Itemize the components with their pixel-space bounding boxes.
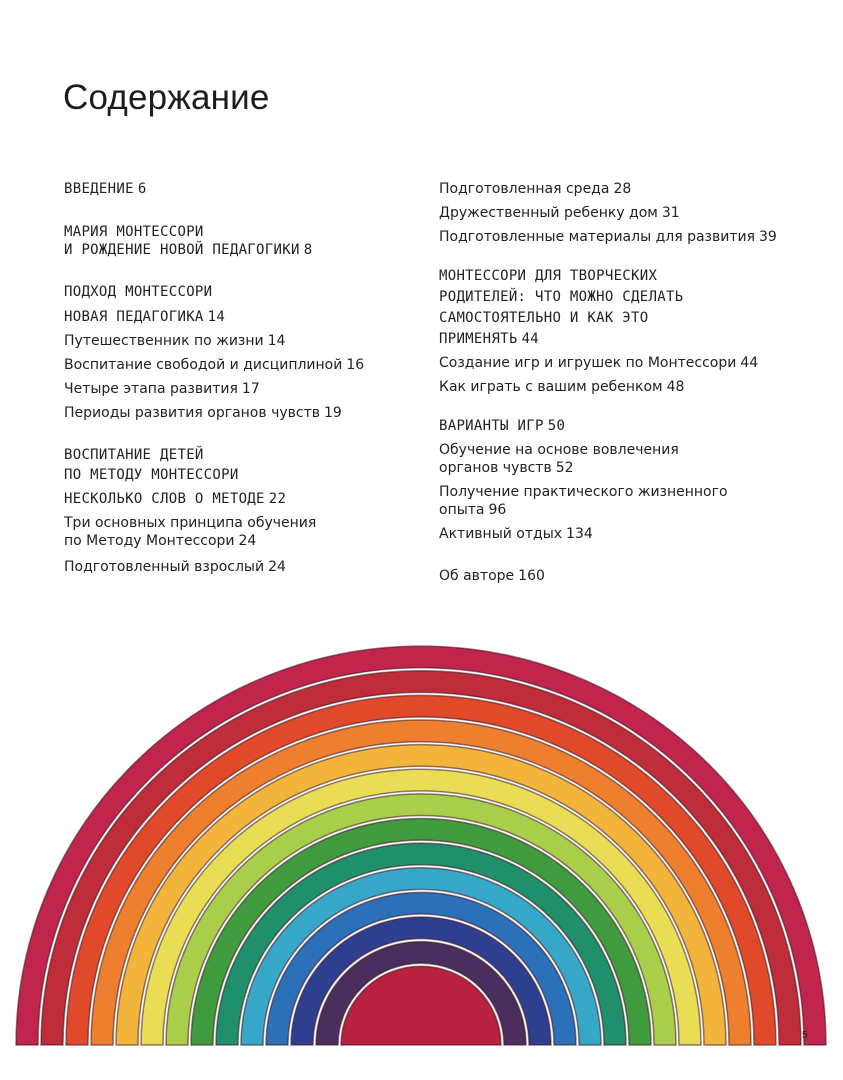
- toc-section-raising: [64, 445, 404, 485]
- toc-entry-page: 14: [267, 333, 286, 349]
- toc-entry[interactable]: [439, 180, 819, 198]
- toc-entry-label: Подготовленная среда: [439, 181, 610, 197]
- toc-entry[interactable]: [439, 525, 819, 543]
- toc-section-line2: ПО МЕТОДУ МОНТЕССОРИ: [64, 467, 239, 483]
- toc-entry-label-line1: Получение практического жизненного: [439, 484, 728, 500]
- toc-entry-new-pedagogy[interactable]: [64, 307, 404, 328]
- toc-entry-page: 52: [555, 460, 574, 476]
- toc-entry-label-line4: ПРИМЕНЯТЬ: [439, 331, 518, 347]
- toc-entry-method[interactable]: [64, 489, 404, 510]
- toc-entry-label: ВВЕДЕНИЕ: [64, 181, 134, 197]
- toc-entry-label-line1: МОНТЕССОРИ ДЛЯ ТВОРЧЕСКИХ: [439, 268, 658, 284]
- toc-entry-label: Воспитание свободой и дисциплиной: [64, 357, 343, 373]
- toc-entry-maria[interactable]: [64, 223, 404, 259]
- toc-entry-page: 96: [488, 502, 507, 518]
- toc-entry[interactable]: [439, 378, 819, 396]
- toc-entry[interactable]: [64, 380, 404, 398]
- toc-entry[interactable]: [64, 514, 404, 550]
- wooden-rainbow-image: [0, 640, 843, 1080]
- toc-entry[interactable]: [64, 332, 404, 350]
- toc-entry[interactable]: [439, 354, 819, 372]
- toc-entry-page: 22: [268, 491, 287, 507]
- toc-entry-page: 8: [303, 242, 313, 258]
- toc-section-approach: ПОДХОД МОНТЕССОРИ: [64, 284, 213, 300]
- toc-entry[interactable]: [64, 356, 404, 374]
- toc-entry-label: Как играть с вашим ребенком: [439, 379, 663, 395]
- toc-entry-label-line2: РОДИТЕЛЕЙ: ЧТО МОЖНО СДЕЛАТЬ: [439, 289, 684, 305]
- toc-entry-label: Создание игр и игрушек по Монтессори: [439, 355, 737, 371]
- toc-left-column: [64, 179, 404, 582]
- toc-entry[interactable]: [439, 204, 819, 222]
- toc-entry-label: Периоды развития органов чувств: [64, 405, 320, 421]
- toc-section-line1: ВОСПИТАНИЕ ДЕТЕЙ: [64, 447, 204, 463]
- toc-entry-page: 28: [613, 181, 632, 197]
- toc-entry-page: 44: [740, 355, 759, 371]
- toc-entry-page: 48: [666, 379, 685, 395]
- toc-entry-page: 24: [268, 559, 286, 575]
- toc-entry-page: 134: [566, 526, 593, 542]
- toc-entry-author[interactable]: [439, 567, 819, 585]
- toc-entry-label-line2: по Методу Монтессори: [64, 533, 235, 549]
- toc-entry-page: 31: [661, 205, 680, 221]
- toc-entry-intro[interactable]: [64, 179, 404, 200]
- toc-entry-label: НОВАЯ ПЕДАГОГИКА: [64, 309, 204, 325]
- toc-entry[interactable]: [64, 404, 404, 422]
- toc-entry-creative[interactable]: [439, 266, 819, 350]
- page-number: 5: [802, 1030, 808, 1041]
- toc-entry-label: ВАРИАНТЫ ИГР: [439, 418, 544, 434]
- toc-entry-label-line2: опыта: [439, 502, 485, 518]
- toc-entry-page: 16: [346, 357, 365, 373]
- toc-entry-page: 17: [241, 381, 260, 397]
- toc-entry-page: 50: [547, 418, 566, 434]
- toc-entry-label: Четыре этапа развития: [64, 381, 238, 397]
- toc-entry-label: Подготовленные материалы для развития: [439, 229, 756, 245]
- toc-entry-label-line1: МАРИЯ МОНТЕССОРИ: [64, 224, 204, 240]
- toc-right-column: [439, 180, 819, 591]
- toc-entry-page: 6: [137, 181, 147, 197]
- toc-entry[interactable]: [439, 483, 819, 519]
- toc-entry-games[interactable]: [439, 416, 819, 437]
- toc-entry-page: 14: [207, 309, 226, 325]
- toc-entry-label-line3: САМОСТОЯТЕЛЬНО И КАК ЭТО: [439, 310, 649, 326]
- toc-entry-label-line2: органов чувств: [439, 460, 552, 476]
- page-title: Содержание: [63, 78, 270, 117]
- toc-entry-label-line1: Обучение на основе вовлечения: [439, 442, 679, 458]
- toc-entry-label: Об авторе: [439, 568, 515, 584]
- toc-entry-label: НЕСКОЛЬКО СЛОВ О МЕТОДЕ: [64, 491, 265, 507]
- toc-entry[interactable]: [64, 558, 404, 576]
- toc-entry-page: 44: [521, 331, 540, 347]
- toc-entry-label: Активный отдых: [439, 526, 563, 542]
- toc-entry[interactable]: [439, 441, 819, 477]
- toc-entry-page: 39: [759, 229, 777, 245]
- toc-entry-label-line1: Три основных принципа обучения: [64, 515, 317, 531]
- toc-entry-label: Подготовленный взрослый: [64, 559, 265, 575]
- toc-entry-label: Путешественник по жизни: [64, 333, 264, 349]
- toc-entry-label-line2: И РОЖДЕНИЕ НОВОЙ ПЕДАГОГИКИ: [64, 242, 300, 258]
- toc-entry-page: 24: [238, 533, 257, 549]
- toc-entry-page: 160: [518, 568, 545, 584]
- toc-entry[interactable]: [439, 228, 819, 246]
- toc-entry-label: Дружественный ребенку дом: [439, 205, 658, 221]
- toc-entry-page: 19: [323, 405, 342, 421]
